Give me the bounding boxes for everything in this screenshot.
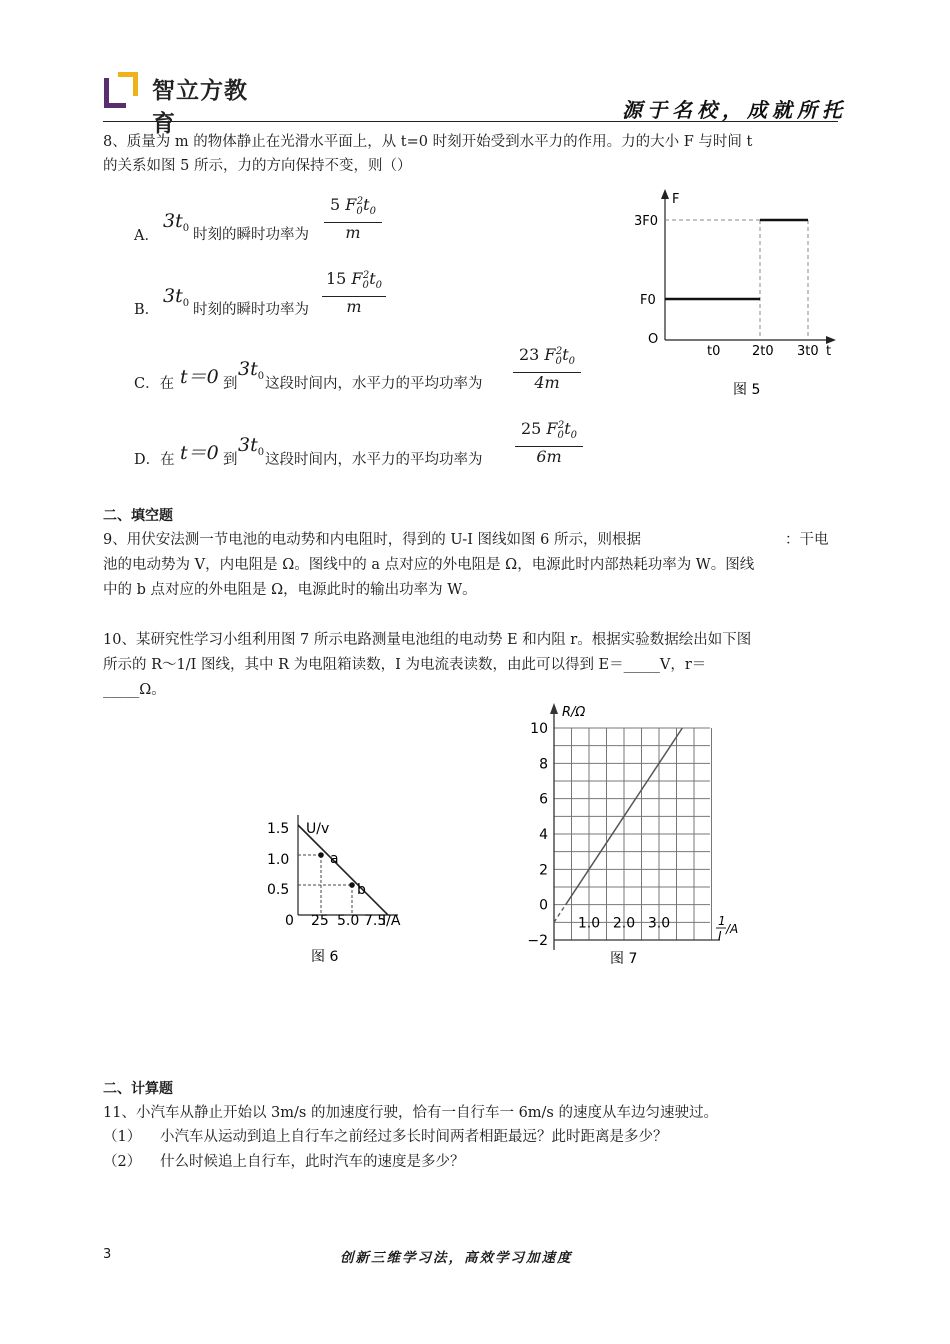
section-calc-title: 二、计算题	[103, 1081, 173, 1097]
fig7-y-tick: 8	[539, 756, 548, 773]
fig7-y-tick: 10	[530, 721, 548, 737]
fig7-y-ticks	[527, 721, 548, 949]
option-a-den: m	[345, 223, 361, 243]
option-c	[134, 372, 174, 396]
fig5-origin: O	[648, 332, 659, 347]
fig7-y-tick: 6	[539, 791, 548, 808]
q11-sub2: 什么时候追上自行车，此时汽车的速度是多少？	[160, 1154, 465, 1170]
option-d-coef: 25	[520, 419, 542, 438]
option-c-time: $3t_0$	[238, 358, 265, 383]
option-a-time: $3t_0$	[163, 210, 190, 235]
option-a-fraction: $\frac{5 F_0^2t_0}{m}$	[324, 192, 382, 243]
fig6-y-tick-0.5: 0.5	[267, 882, 290, 898]
option-c-to: 到	[223, 376, 238, 392]
fig7-x-ticks	[578, 915, 670, 931]
option-a-label: A．	[134, 228, 159, 244]
section-fill-title: 二、填空题	[103, 508, 173, 524]
q10-line1: 10、某研究性学习小组利用图 7 所示电路测量电池组的电动势 E 和内阻 r。根据实验数据绘出如下图	[103, 632, 752, 648]
logo-text: 智立方教育	[152, 78, 248, 137]
logo	[104, 72, 254, 137]
option-b-label: B．	[134, 302, 160, 318]
fig5-x-tick-t0: t0	[707, 344, 721, 359]
fig5-x-tick-2t0: 2t0	[752, 344, 774, 359]
fig6-caption: 图 6	[311, 949, 339, 965]
fig5-y-tick-f0: F0	[640, 293, 656, 308]
option-b-time-value: 3	[163, 285, 176, 307]
fig7-line-extension	[554, 905, 566, 923]
fig6-point-b	[349, 882, 355, 888]
q10-line3: _____Ω。	[103, 682, 166, 698]
option-b-coef: 15	[325, 269, 347, 288]
fig6-ui-line	[298, 825, 388, 915]
logo-mark-icon	[104, 72, 138, 108]
option-a-time-value: 3	[163, 210, 176, 232]
slogan: 源于名校，成就所托	[622, 98, 847, 122]
fig7-y-label: R/Ω	[562, 705, 586, 720]
option-d-time: $3t_0$	[238, 434, 265, 459]
fig7-x-tick: 3.0	[647, 915, 671, 932]
option-a	[134, 224, 159, 248]
fig6-y-tick-1.0: 1.0	[267, 852, 290, 868]
option-d	[134, 448, 175, 472]
q9-line2: 池的电动势为 V，内电阻是 Ω。图线中的 a 点对应的外电阻是 Ω，电源此时内部热耗功率为 W。图线	[103, 557, 755, 573]
option-d-to: 到	[223, 452, 238, 468]
option-a-text: 时刻的瞬时功率为	[193, 227, 309, 243]
fig7-x-tick: 1.0	[577, 915, 601, 932]
option-c-text: 这段时间内，水平力的平均功率为	[265, 376, 483, 392]
option-c-den: 4m	[534, 373, 560, 393]
fig7-y-tick: −2	[527, 933, 548, 949]
q9-line1-end: ：干电	[785, 532, 829, 548]
figure-5	[630, 185, 845, 405]
fig7-caption: 图 7	[610, 951, 638, 967]
q11-sub1: 小汽车从运动到追上自行车之前经过多长时间两者相距最远？此时距离是多少？	[160, 1129, 668, 1145]
option-d-pre: 在	[160, 452, 175, 468]
fig6-x-tick-0: 0	[285, 913, 294, 929]
fig5-caption: 图 5	[733, 382, 761, 398]
option-d-label: D．	[134, 452, 161, 468]
fig6-x-tick-5.0: 5.0	[337, 913, 360, 929]
option-a-coef: 5	[330, 195, 341, 214]
fig6-label-a: a	[330, 851, 339, 867]
q8-line2: 的关系如图 5 所示，力的方向保持不变，则（）	[103, 158, 412, 174]
q11-sub2-label: （2）	[103, 1154, 142, 1170]
figure-7	[520, 700, 755, 970]
option-d-text: 这段时间内，水平力的平均功率为	[265, 452, 483, 468]
q11-sub1-label: （1）	[103, 1129, 142, 1145]
header-rule	[103, 121, 838, 122]
q10-line2: 所示的 R～1/I 图线，其中 R 为电阻箱读数，I 为电流表读数，由此可以得到 E＝_____V，r＝	[103, 657, 707, 673]
option-d-t0: t＝0	[180, 442, 219, 464]
page-number: 3	[103, 1247, 112, 1262]
option-c-fraction: $\frac{23 F_0^2t_0}{4m}$	[513, 342, 581, 393]
option-b-fraction: $\frac{15 F_0^2t_0}{m}$	[322, 266, 386, 317]
q8-line1: 8、质量为 m 的物体静止在光滑水平面上，从 t=0 时刻开始受到水平力的作用。力的大小 F 与时间 t	[103, 134, 753, 150]
option-c-coef: 23	[518, 345, 540, 364]
fig7-grid	[554, 728, 712, 940]
fig6-point-a	[318, 852, 324, 858]
option-d-time-value: 3	[238, 434, 251, 456]
option-b	[134, 298, 159, 322]
fig6-label-b: b	[357, 882, 366, 898]
fig5-x-label: t	[826, 344, 832, 359]
fig6-x-tick-7.5: 7.5	[364, 913, 387, 929]
fig5-y-label: F	[672, 192, 680, 207]
option-b-den: m	[346, 297, 362, 317]
option-d-den: 6m	[536, 447, 562, 467]
fig5-y-tick-3f0: 3F0	[634, 214, 659, 229]
fig6-y-tick-1.5: 1.5	[267, 821, 290, 837]
fig7-y-tick: 2	[539, 862, 548, 879]
option-c-t0: t＝0	[180, 366, 219, 388]
q11-line1: 11、小汽车从静止开始以 3m/s 的加速度行驶，恰有一自行车一 6m/s 的速度从车边匀速驶过。	[103, 1105, 718, 1121]
option-d-fraction: $\frac{25 F_0^2t_0}{6m}$	[515, 416, 583, 467]
fig6-y-label: U/v	[306, 821, 330, 837]
fig6-x-label: I/A	[382, 913, 401, 929]
q9-line1: 9、用伏安法测一节电池的电动势和内电阻时，得到的 U-I 图线如图 6 所示，则根据	[103, 532, 641, 548]
option-c-label: C．	[134, 376, 160, 392]
fig7-x-label-den: I	[718, 929, 722, 943]
footer-motto: 创新三维学习法，高效学习加速度	[340, 1250, 573, 1266]
figure-6	[258, 805, 418, 970]
fig7-x-label-unit: /A	[726, 922, 739, 936]
fig5-x-tick-3t0: 3t0	[797, 344, 819, 359]
option-c-pre: 在	[159, 376, 175, 392]
option-b-time: $3t_0$	[163, 285, 190, 310]
option-c-time-value: 3	[238, 358, 251, 380]
fig7-x-label-num: 1	[718, 914, 726, 928]
option-b-text: 时刻的瞬时功率为	[193, 302, 309, 318]
q9-line3: 中的 b 点对应的外电阻是 Ω，电源此时的输出功率为 W。	[103, 582, 477, 598]
fig7-y-tick: 0	[539, 897, 548, 914]
fig7-x-tick: 2.0	[612, 915, 636, 932]
fig6-x-tick-25: 25	[311, 913, 329, 929]
fig7-y-tick: 4	[539, 827, 548, 843]
